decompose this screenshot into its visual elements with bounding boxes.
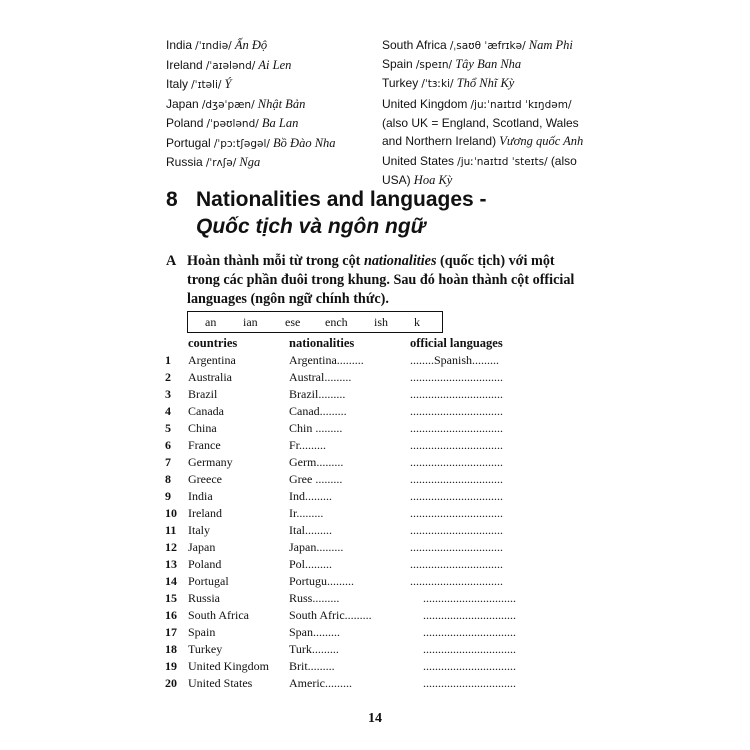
row-number: 18: [165, 642, 177, 656]
language-cell: ...............................: [410, 438, 503, 452]
country-name: United States: [382, 154, 455, 168]
language-cell: ...............................: [423, 676, 516, 690]
row-number: 13: [165, 557, 177, 571]
row-number: 3: [165, 387, 171, 401]
language-cell: ...............................: [423, 659, 516, 673]
column-header-languages: official languages: [410, 336, 503, 350]
nationality-cell: Ind.........: [289, 489, 332, 503]
section-number: 8: [166, 188, 178, 211]
suffix: ish: [374, 315, 389, 329]
language-cell: ...............................: [410, 523, 503, 537]
vocab-item: [166, 56, 336, 75]
country-name: Russia: [166, 155, 203, 169]
section-title: Nationalities and languages -: [196, 188, 487, 211]
vietnamese-translation: Nga: [239, 155, 261, 169]
nationality-cell: Ital.........: [289, 523, 332, 537]
vietnamese-translation: Ấn Độ: [234, 38, 268, 52]
section-subtitle: Quốc tịch và ngôn ngữ: [196, 215, 426, 238]
country-name: Japan: [166, 96, 199, 111]
country-cell: United Kingdom: [188, 659, 269, 673]
country-cell: Turkey: [188, 642, 223, 656]
nationality-cell: Brazil.........: [289, 387, 346, 401]
nationality-cell: Pol.........: [289, 557, 333, 571]
country-cell: Italy: [188, 523, 210, 537]
language-cell: ...............................: [410, 574, 503, 588]
nationality-cell: Russ.........: [289, 591, 340, 605]
country-name: Turkey: [382, 76, 419, 90]
country-cell: Canada: [188, 404, 224, 418]
vocab-list-right: [382, 36, 592, 189]
country-cell: Portugal: [188, 574, 229, 588]
nationality-cell: South Afric.........: [289, 608, 372, 622]
country-cell: Ireland: [188, 506, 222, 520]
vocab-item: [166, 36, 336, 55]
country-cell: India: [188, 489, 213, 503]
pronunciation: /ˈɪtəli/: [191, 79, 222, 91]
row-number: 6: [165, 438, 171, 452]
country-cell: South Africa: [188, 608, 249, 622]
vietnamese-translation: Tây Ban Nha: [455, 57, 522, 71]
country-name: Spain: [382, 57, 413, 71]
pronunciation: /dʒəˈpæn/: [201, 98, 255, 111]
vocab-list-left: [166, 36, 336, 173]
country-cell: Australia: [188, 370, 232, 384]
country-name: India: [166, 38, 193, 52]
row-number: 5: [165, 421, 171, 435]
nationality-cell: Turk.........: [289, 642, 339, 656]
exercise-instructions: [166, 252, 586, 309]
language-cell: ...............................: [410, 387, 503, 401]
language-cell: ...............................: [423, 608, 516, 622]
vietnamese-translation: Nhật Bản: [257, 96, 306, 111]
pronunciation: /ˈpəʊlənd/: [206, 118, 259, 130]
suffix: k: [414, 315, 420, 329]
pronunciation: /ˈɪndiə/: [195, 40, 232, 52]
country-cell: France: [188, 438, 221, 452]
suffix-box: [187, 311, 443, 333]
language-cell: ...............................: [410, 489, 503, 503]
country-name: Poland: [166, 116, 204, 130]
note: (also UK = England, Scotland, Wales and Northern Ireland): [382, 116, 579, 148]
nationality-cell: Chin .........: [289, 421, 343, 435]
pronunciation: /juːˈnaɪtɪd ˈkɪŋdəm/: [470, 99, 572, 111]
language-cell: ...............................: [410, 404, 503, 418]
vietnamese-translation: Hoa Kỳ: [413, 173, 453, 187]
vocab-item: [382, 74, 592, 93]
row-number: 1: [165, 353, 171, 367]
instruction-emphasis: nationalities: [363, 253, 437, 269]
vocab-item: [166, 153, 336, 172]
country-cell: Greece: [188, 472, 222, 486]
row-number: 12: [165, 540, 177, 554]
nationality-cell: Japan.........: [289, 540, 344, 554]
vietnamese-translation: Thổ Nhĩ Kỳ: [456, 76, 515, 90]
instruction-text: (quốc tịch) với một trong các phần đuôi trong khung. Sau đó hoàn thành cột official languages (ngôn ngữ chính thức).: [187, 253, 575, 307]
country-cell: China: [188, 421, 217, 435]
nationality-cell: Canad.........: [289, 404, 347, 418]
country-cell: Brazil: [188, 387, 218, 401]
exercise-letter: A: [166, 253, 177, 269]
vietnamese-translation: Vương quốc Anh: [499, 134, 584, 148]
vietnamese-translation: Bồ Đào Nha: [273, 135, 336, 150]
language-cell: ...............................: [410, 472, 503, 486]
note: (also USA): [382, 154, 577, 187]
vocab-item: [382, 36, 592, 55]
country-cell: Spain: [188, 625, 216, 639]
nationality-cell: Germ.........: [289, 455, 344, 469]
vocab-item: [166, 95, 336, 114]
suffix: an: [205, 315, 217, 329]
pronunciation: /ˈrʌʃə/: [205, 157, 237, 169]
vocab-item: [382, 95, 592, 150]
row-number: 9: [165, 489, 171, 503]
nationality-cell: Fr.........: [289, 438, 327, 452]
pronunciation: /ˈtɜːki/: [421, 78, 454, 90]
language-cell: ...............................: [410, 455, 503, 469]
country-cell: Argentina: [188, 353, 236, 367]
column-header-countries: countries: [188, 336, 238, 350]
language-cell: ...............................: [410, 370, 503, 384]
vocab-item: [166, 114, 336, 133]
nationality-cell: Portugu.........: [289, 574, 355, 588]
nationality-cell: Brit.........: [289, 659, 335, 673]
nationality-cell: Argentina.........: [289, 353, 364, 367]
vietnamese-translation: Ba Lan: [261, 116, 299, 130]
language-cell: ........Spanish.........: [410, 353, 500, 367]
page-number: 14: [368, 711, 382, 726]
column-header-nationalities: nationalities: [289, 336, 355, 350]
country-cell: Russia: [188, 591, 221, 605]
country-cell: United States: [188, 676, 253, 690]
nationality-cell: Gree .........: [289, 472, 343, 486]
country-cell: Poland: [188, 557, 222, 571]
vietnamese-translation: Nam Phi: [528, 38, 573, 52]
vocab-item: [166, 134, 336, 153]
row-number: 19: [165, 659, 177, 673]
nationality-cell: Ir.........: [289, 506, 324, 520]
vocab-item: [382, 55, 592, 74]
pronunciation: /ˈaɪələnd/: [205, 59, 256, 72]
language-cell: ...............................: [410, 506, 503, 520]
suffix: ese: [285, 315, 301, 329]
country-cell: Germany: [188, 455, 233, 469]
row-number: 11: [165, 523, 177, 537]
row-number: 17: [165, 625, 177, 639]
pronunciation: /speɪn/: [415, 59, 453, 71]
instruction-text: Hoàn thành mỗi từ trong cột: [187, 253, 364, 269]
pronunciation: /juːˈnaɪtɪd ˈsteɪts/: [457, 156, 548, 168]
nationality-cell: Span.........: [289, 625, 340, 639]
row-number: 10: [165, 506, 177, 520]
country-cell: Japan: [188, 540, 216, 554]
language-cell: ...............................: [423, 591, 516, 605]
vocab-item: [166, 75, 336, 94]
nationality-cell: Austral.........: [289, 370, 352, 384]
language-cell: ...............................: [423, 642, 516, 656]
section-heading: [166, 188, 487, 239]
nationality-cell: Americ.........: [289, 676, 352, 690]
row-number: 2: [165, 370, 171, 384]
row-number: 15: [165, 591, 177, 605]
language-cell: ...............................: [410, 421, 503, 435]
country-name: South Africa: [382, 38, 447, 52]
row-number: 7: [165, 455, 171, 469]
vietnamese-translation: Ai Len: [258, 57, 292, 72]
country-name: Italy: [166, 77, 189, 91]
language-cell: ...............................: [410, 557, 503, 571]
suffix: ench: [325, 315, 348, 329]
country-name: Portugal: [166, 135, 211, 150]
pronunciation: /ˈpɔːtʃəgəl/: [213, 137, 270, 150]
country-name: Ireland: [166, 57, 203, 72]
suffix: ian: [243, 315, 258, 329]
row-number: 4: [165, 404, 171, 418]
vocab-item: [382, 152, 592, 189]
language-cell: ...............................: [410, 540, 503, 554]
row-number: 8: [165, 472, 171, 486]
row-number: 16: [165, 608, 177, 622]
language-cell: ...............................: [423, 625, 516, 639]
country-name: United Kingdom: [382, 97, 468, 111]
row-number: 14: [165, 574, 177, 588]
row-number: 20: [165, 676, 177, 690]
vietnamese-translation: Ý: [224, 77, 232, 91]
pronunciation: /ˌsaʊθ ˈæfrɪkə/: [449, 40, 526, 52]
